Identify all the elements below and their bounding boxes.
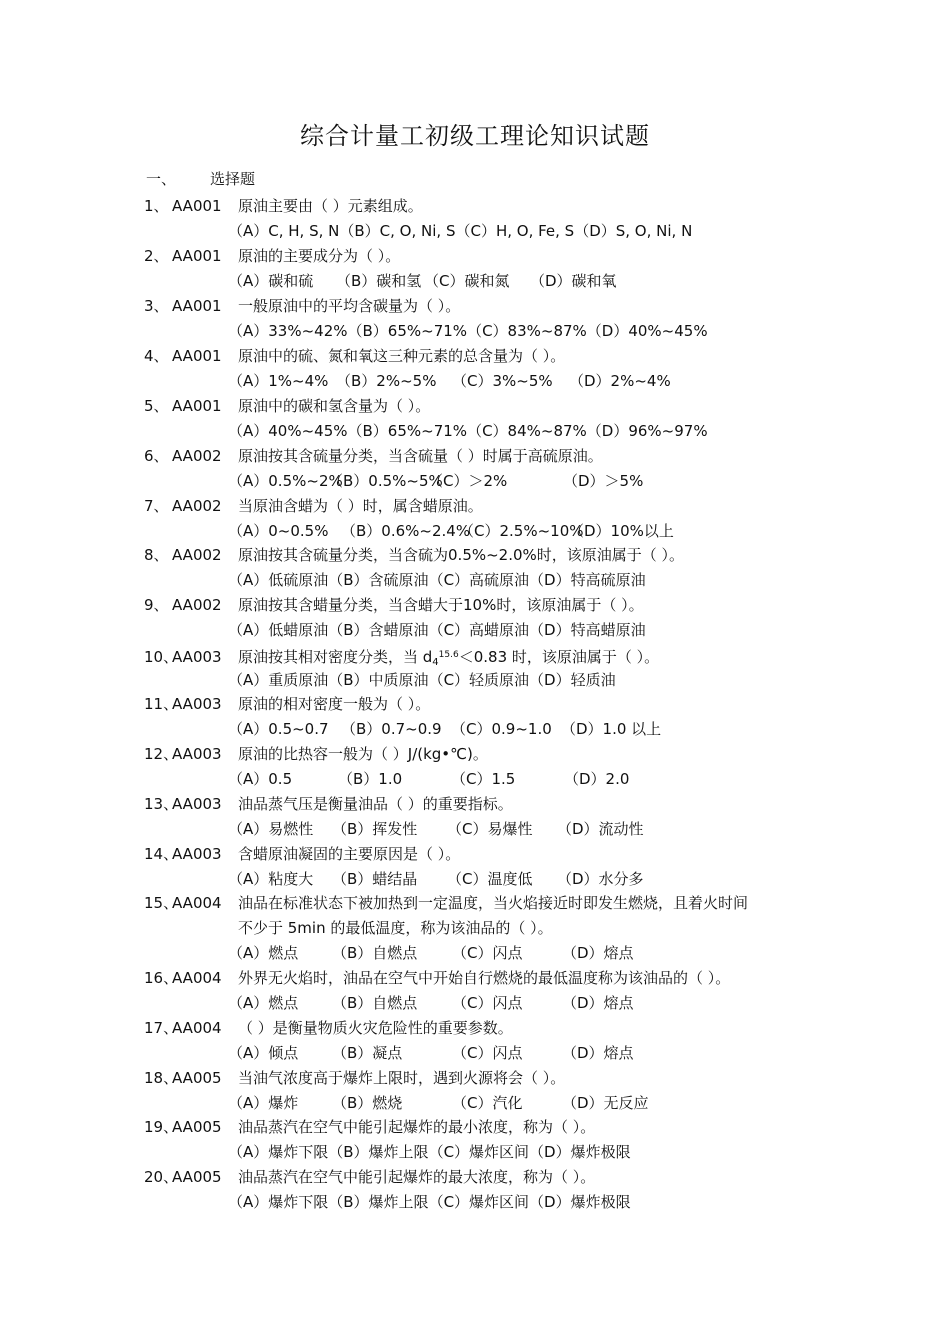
question-code: AA004 <box>172 894 222 912</box>
option-c[interactable]: （C）闪点 <box>452 1044 523 1062</box>
option-b[interactable]: （B）爆炸上限 <box>328 1143 429 1161</box>
option-c[interactable]: （C）轻质原油 <box>428 671 530 689</box>
question-number: 18、 <box>144 1069 179 1087</box>
option-row <box>144 991 824 1016</box>
question-number: 16、 <box>144 969 179 987</box>
question-stem <box>144 966 824 991</box>
option-d[interactable]: （D）轻质油 <box>529 671 616 689</box>
question-item <box>144 643 824 693</box>
question-text: 原油主要由（ ）元素组成。 <box>238 197 423 215</box>
option-a[interactable]: （A）0.5%~2% <box>228 472 343 490</box>
question-code: AA004 <box>172 969 222 987</box>
option-d[interactable]: （D）爆炸极限 <box>529 1193 631 1211</box>
question-item <box>144 891 824 966</box>
option-d[interactable]: （D）2.0 <box>564 770 630 788</box>
question-text: 外界无火焰时，油品在空气中开始自行燃烧的最低温度称为该油品的（ ）。 <box>238 969 731 987</box>
question-stem <box>144 194 824 219</box>
option-d[interactable]: （D）流动性 <box>557 820 644 838</box>
question-number: 8、 <box>144 546 169 564</box>
question-code: AA002 <box>172 596 222 614</box>
option-d[interactable]: （D）熔点 <box>562 994 634 1012</box>
question-number: 17、 <box>144 1019 179 1037</box>
option-a[interactable]: （A）低硫原油 <box>228 571 329 589</box>
option-a[interactable]: （A）C, H, S, N <box>228 222 340 240</box>
question-item <box>144 444 824 494</box>
question-text-part: ＜0.83 时，该原油属于（ ）。 <box>458 648 660 666</box>
option-b[interactable]: （B）含硫原油 <box>328 571 429 589</box>
question-number: 13、 <box>144 795 179 813</box>
question-number: 1、 <box>144 197 169 215</box>
question-stem <box>144 792 824 817</box>
question-code: AA002 <box>172 546 222 564</box>
option-c[interactable]: （C）温度低 <box>447 870 533 888</box>
question-stem <box>144 444 824 469</box>
option-row <box>144 668 824 693</box>
option-c[interactable]: （C）爆炸区间 <box>428 1193 530 1211</box>
question-code: AA001 <box>172 397 222 415</box>
option-b[interactable]: （B）蜡结晶 <box>332 870 418 888</box>
option-row <box>144 1190 824 1215</box>
question-stem <box>144 494 824 519</box>
question-code: AA001 <box>172 347 222 365</box>
option-row <box>144 269 824 294</box>
option-row <box>144 219 824 244</box>
option-c[interactable]: （C）汽化 <box>452 1094 523 1112</box>
option-row <box>144 717 824 742</box>
question-text: 当油气浓度高于爆炸上限时，遇到火源将会（ ）。 <box>238 1069 566 1087</box>
question-stem <box>144 692 824 717</box>
option-a[interactable]: （A）爆炸下限 <box>228 1143 329 1161</box>
option-b[interactable]: （B）0.7~0.9 <box>341 720 442 738</box>
question-stem <box>144 543 824 568</box>
option-a[interactable]: （A）倾点 <box>228 1044 299 1062</box>
question-item <box>144 244 824 294</box>
option-c[interactable]: （C）高蜡原油 <box>428 621 530 639</box>
option-c[interactable]: （C）3%~5% <box>452 372 553 390</box>
question-text: 原油按其含硫量分类，当含硫量（ ）时属于高硫原油。 <box>238 447 603 465</box>
option-a[interactable]: （A）低蜡原油 <box>228 621 329 639</box>
page-title: 综合计量工初级工理论知识试题 <box>300 122 650 150</box>
option-b[interactable]: （B）65%~71% <box>347 422 468 440</box>
question-text: 油品在标准状态下被加热到一定温度，当火焰接近时即发生燃烧，且着火时间 <box>238 894 749 912</box>
option-b[interactable]: （B）65%~71% <box>347 322 468 340</box>
option-c[interactable]: （C）83%~87% <box>467 322 587 340</box>
question-text: 原油中的碳和氢含量为（ ）。 <box>238 397 431 415</box>
option-row <box>144 941 824 966</box>
option-c[interactable]: （C）2.5%~10% <box>459 522 584 540</box>
option-b[interactable]: （B）凝点 <box>332 1044 403 1062</box>
option-a[interactable]: （A）33%~42% <box>228 322 348 340</box>
option-a[interactable]: （A）0.5~0.7 <box>228 720 329 738</box>
question-stem <box>144 1115 824 1140</box>
question-item <box>144 543 824 593</box>
question-item <box>144 494 824 544</box>
option-row <box>144 1041 824 1066</box>
option-d[interactable]: （D）爆炸极限 <box>529 1143 631 1161</box>
option-b[interactable]: （B）碳和氢 <box>336 272 422 290</box>
question-number: 7、 <box>144 497 169 515</box>
question-text: 油品蒸汽在空气中能引起爆炸的最小浓度，称为（ ）。 <box>238 1118 596 1136</box>
question-stem <box>144 294 824 319</box>
option-c[interactable]: （C）H, O, Fe, S <box>455 222 575 240</box>
density-subscript: 4 <box>432 657 439 668</box>
question-item <box>144 966 824 1016</box>
option-c[interactable]: （C）＞2% <box>428 472 508 490</box>
option-a[interactable]: （A）1%~4% <box>228 372 329 390</box>
option-a[interactable]: （A）燃点 <box>228 944 299 962</box>
option-row <box>144 1091 824 1116</box>
question-number: 14、 <box>144 845 179 863</box>
question-stem <box>144 891 824 916</box>
option-d[interactable]: （D）熔点 <box>562 1044 634 1062</box>
question-item <box>144 394 824 444</box>
option-row <box>144 568 824 593</box>
question-text: 油品蒸气压是衡量油品（ ）的重要指标。 <box>238 795 513 813</box>
question-number: 15、 <box>144 894 179 912</box>
question-number: 2、 <box>144 247 169 265</box>
option-b[interactable]: （B）挥发性 <box>332 820 418 838</box>
option-row <box>144 1140 824 1165</box>
option-a[interactable]: （A）易燃性 <box>228 820 314 838</box>
option-d[interactable]: （D）水分多 <box>557 870 644 888</box>
question-number: 9、 <box>144 596 169 614</box>
question-code: AA005 <box>172 1069 222 1087</box>
question-stem <box>144 742 824 767</box>
option-b[interactable]: （B）0.6%~2.4% <box>341 522 471 540</box>
question-number: 20、 <box>144 1168 179 1186</box>
question-number: 6、 <box>144 447 169 465</box>
option-d[interactable]: （D）＞5% <box>563 472 644 490</box>
option-a[interactable]: （A）碳和硫 <box>228 272 314 290</box>
question-text: 一般原油中的平均含碳量为（ ）。 <box>238 297 461 315</box>
option-d[interactable]: （D）熔点 <box>562 944 634 962</box>
option-d[interactable]: （D）2%~4% <box>569 372 671 390</box>
option-c[interactable]: （C）0.9~1.0 <box>451 720 552 738</box>
question-number: 10、 <box>144 648 179 666</box>
question-code: AA001 <box>172 197 222 215</box>
question-code: AA005 <box>172 1118 222 1136</box>
question-text-part: 原油按其相对密度分类，当 d <box>238 648 433 666</box>
option-d[interactable]: （D）特高硫原油 <box>529 571 646 589</box>
option-row <box>144 419 824 444</box>
question-code: AA003 <box>172 695 222 713</box>
question-text: 含蜡原油凝固的主要原因是（ ）。 <box>238 845 461 863</box>
question-code: AA002 <box>172 447 222 465</box>
question-item <box>144 294 824 344</box>
question-stem <box>144 643 824 668</box>
option-a[interactable]: （A）燃点 <box>228 994 299 1012</box>
option-d[interactable]: （D）碳和氧 <box>530 272 617 290</box>
question-number: 3、 <box>144 297 169 315</box>
option-row <box>144 319 824 344</box>
option-a[interactable]: （A）粘度大 <box>228 870 314 888</box>
option-a[interactable]: （A）爆炸下限 <box>228 1193 329 1211</box>
question-code: AA005 <box>172 1168 222 1186</box>
question-item <box>144 194 824 244</box>
question-item <box>144 742 824 792</box>
question-text: （ ）是衡量物质火灾危险性的重要参数。 <box>238 1019 513 1037</box>
option-b[interactable]: （B）燃烧 <box>332 1094 403 1112</box>
option-a[interactable]: （A）40%~45% <box>228 422 348 440</box>
option-row <box>144 618 824 643</box>
option-row <box>144 519 824 544</box>
option-a[interactable]: （A）重质原油 <box>228 671 329 689</box>
option-b[interactable]: （B）1.0 <box>338 770 403 788</box>
question-text: 当原油含蜡为（ ）时，属含蜡原油。 <box>238 497 483 515</box>
option-c[interactable]: （C）闪点 <box>452 944 523 962</box>
question-number: 4、 <box>144 347 169 365</box>
question-stem <box>144 1165 824 1190</box>
option-b[interactable]: （B）0.5%~5% <box>328 472 443 490</box>
question-text: 油品蒸汽在空气中能引起爆炸的最大浓度，称为（ ）。 <box>238 1168 596 1186</box>
option-row <box>144 867 824 892</box>
option-row <box>144 817 824 842</box>
option-b[interactable]: （B）含蜡原油 <box>328 621 429 639</box>
option-row <box>144 369 824 394</box>
question-text: 原油的主要成分为（ ）。 <box>238 247 401 265</box>
option-b[interactable]: （B）自燃点 <box>332 994 418 1012</box>
question-code: AA003 <box>172 745 222 763</box>
option-d[interactable]: （D）特高蜡原油 <box>529 621 646 639</box>
question-number: 11、 <box>144 695 179 713</box>
question-number: 19、 <box>144 1118 179 1136</box>
option-c[interactable]: （C）易爆性 <box>447 820 533 838</box>
question-code: AA003 <box>172 795 222 813</box>
question-text: 原油中的硫、氮和氧这三种元素的总含量为（ ）。 <box>238 347 566 365</box>
option-c[interactable]: （C）1.5 <box>451 770 516 788</box>
question-code: AA002 <box>172 497 222 515</box>
question-item <box>144 792 824 842</box>
option-b[interactable]: （B）爆炸上限 <box>328 1193 429 1211</box>
option-b[interactable]: （B）自燃点 <box>332 944 418 962</box>
question-stem <box>144 842 824 867</box>
question-stem <box>144 244 824 269</box>
question-code: AA001 <box>172 297 222 315</box>
question-text: 原油的相对密度一般为（ ）。 <box>238 695 431 713</box>
question-code: AA001 <box>172 247 222 265</box>
option-a[interactable]: （A）0~0.5% <box>228 522 329 540</box>
option-a[interactable]: （A）0.5 <box>228 770 293 788</box>
option-d[interactable]: （D）96%~97% <box>586 422 708 440</box>
question-stem <box>144 1066 824 1091</box>
question-item <box>144 1016 824 1066</box>
question-item <box>144 1115 824 1165</box>
question-stem <box>144 1016 824 1041</box>
question-code: AA003 <box>172 648 222 666</box>
option-c[interactable]: （C）爆炸区间 <box>428 1143 530 1161</box>
section-label: 选择题 <box>210 170 256 188</box>
option-d[interactable]: （D）S, O, Ni, N <box>574 222 693 240</box>
question-stem <box>144 394 824 419</box>
question-number: 12、 <box>144 745 179 763</box>
question-text: 原油按其含蜡量分类，当含蜡大于10%时，该原油属于（ ）。 <box>238 596 644 614</box>
question-item <box>144 593 824 643</box>
question-item <box>144 1165 824 1215</box>
question-stem <box>144 344 824 369</box>
question-item <box>144 692 824 742</box>
question-text: 原油按其含硫量分类，当含硫为0.5%~2.0%时，该原油属于（ ）。 <box>238 546 685 564</box>
question-number: 5、 <box>144 397 169 415</box>
option-b[interactable]: （B）中质原油 <box>328 671 429 689</box>
question-stem <box>144 593 824 618</box>
option-row <box>144 469 824 494</box>
question-code: AA003 <box>172 845 222 863</box>
question-text: 原油的比热容一般为（ ）J/(kg•℃)。 <box>238 745 488 763</box>
question-code: AA004 <box>172 1019 222 1037</box>
section-number: 一、 <box>146 170 177 188</box>
option-d[interactable]: （D）40%~45% <box>586 322 708 340</box>
option-c[interactable]: （C）碳和氮 <box>424 272 510 290</box>
option-a[interactable]: （A）爆炸 <box>228 1094 299 1112</box>
section-heading <box>146 169 255 189</box>
option-row <box>144 767 824 792</box>
question-item <box>144 842 824 892</box>
option-b[interactable]: （B）C, O, Ni, S <box>339 222 456 240</box>
option-b[interactable]: （B）2%~5% <box>336 372 437 390</box>
density-superscript: 15.6 <box>438 650 459 660</box>
option-c[interactable]: （C）闪点 <box>452 994 523 1012</box>
question-item <box>144 344 824 394</box>
option-d[interactable]: （D）10%以上 <box>569 522 674 540</box>
question-item <box>144 1066 824 1116</box>
option-d[interactable]: （D）1.0 以上 <box>561 720 662 738</box>
option-c[interactable]: （C）高硫原油 <box>428 571 530 589</box>
question-stem-continued: 不少于 5min 的最低温度，称为该油品的（ ）。 <box>238 919 553 937</box>
option-d[interactable]: （D）无反应 <box>562 1094 649 1112</box>
option-c[interactable]: （C）84%~87% <box>467 422 587 440</box>
